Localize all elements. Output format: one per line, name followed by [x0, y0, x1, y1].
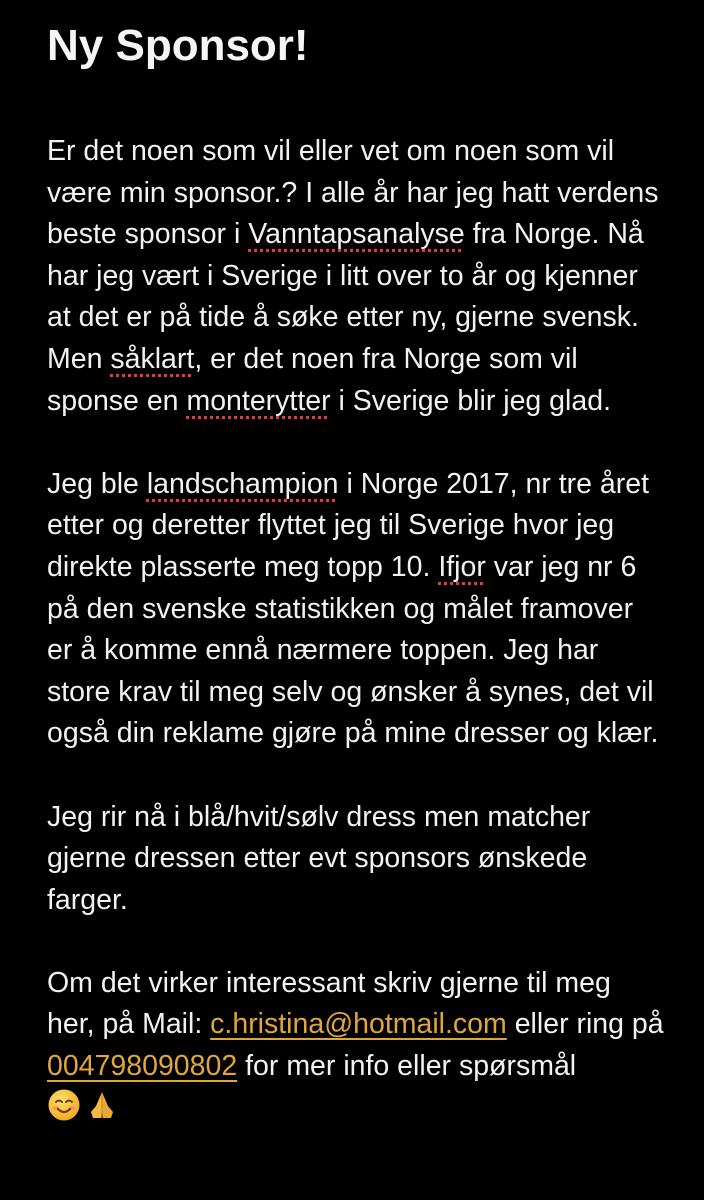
spellcheck-word[interactable]: Vanntapsanalyse [248, 218, 465, 251]
paragraph-1-text-c: , er det noen fra Norge som vil sponse en [47, 342, 578, 417]
spellcheck-word[interactable]: såklart [110, 342, 195, 375]
email-link[interactable]: c.hristina@hotmail.com [210, 1008, 507, 1041]
spellcheck-word[interactable]: landschampion [146, 467, 339, 500]
note-title[interactable]: Ny Sponsor! [47, 21, 309, 70]
paragraph-4-text-b: eller ring på [506, 1008, 664, 1041]
paragraph-1-text-d: i Sverige blir jeg glad. [330, 384, 611, 417]
paragraph-2-text-b: i Norge 2017, nr tre året etter og deretter flyttet jeg til Sverige hvor jeg direkte plasserte meg topp 10. [47, 467, 650, 583]
phone-link[interactable]: 004798090802 [47, 1050, 238, 1083]
paragraph-4[interactable] [47, 963, 664, 1134]
spellcheck-word[interactable]: monterytter [186, 384, 331, 417]
paragraph-2[interactable] [47, 464, 664, 755]
paragraph-2-text-c: var jeg nr 6 på den svenske statistikken og målet framover er å komme ennå nærmere toppen. Jeg har store krav til meg selv og ønsker å synes, det vil også din reklame gjøre på mine dresser og klær. [47, 550, 659, 750]
paragraph-1[interactable] [47, 131, 664, 422]
paragraph-2-text-a: Jeg ble [47, 467, 147, 500]
smiling-face-emoji-icon [47, 1088, 81, 1135]
paragraph-4-text-a: Om det virker interessant skriv gjerne til meg her, på Mail: [47, 966, 611, 1041]
paragraph-1-text-b: fra Norge. Nå har jeg vært i Sverige i litt over to år og kjenner at det er på tide å søke etter ny, gjerne svensk. Men [47, 218, 644, 375]
paragraph-1-text-a: Er det noen som vil eller vet om noen som vil være min sponsor.? I alle år har jeg hatt verdens beste sponsor i [47, 135, 659, 251]
folded-hands-emoji-icon [85, 1088, 119, 1135]
paragraph-3[interactable]: Jeg rir nå i blå/hvit/sølv dress men matcher gjerne dressen etter evt sponsors ønskede farger. [47, 800, 591, 916]
paragraph-4-text-c: for mer info eller spørsmål [237, 1050, 577, 1083]
spellcheck-word[interactable]: Ifjor [438, 550, 486, 583]
